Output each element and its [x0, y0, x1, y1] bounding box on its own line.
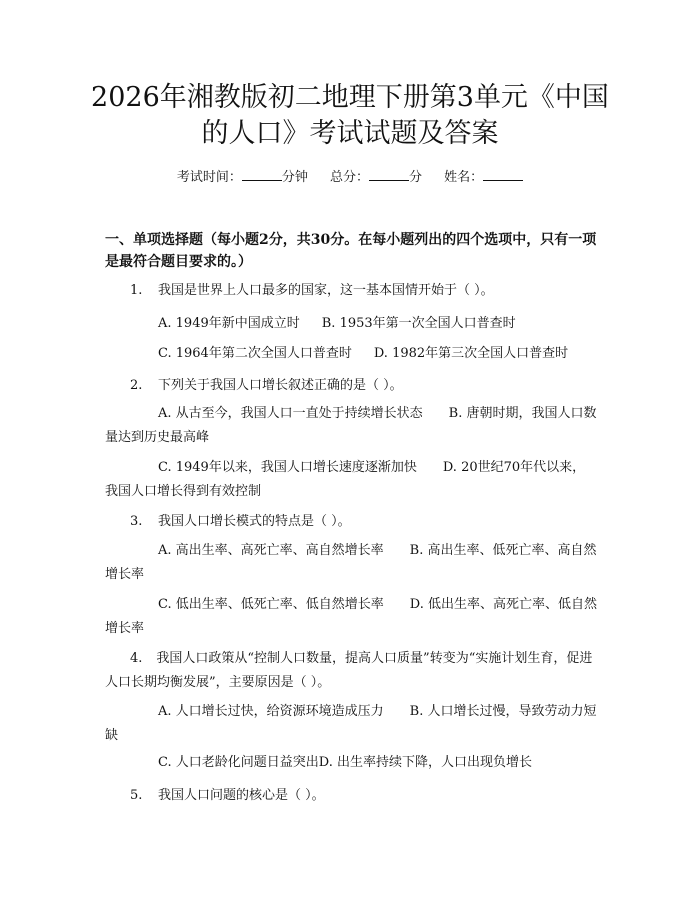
question-number: 1. — [130, 283, 143, 298]
option-a: A. 人口增长过快，给资源环境造成压力 — [158, 704, 384, 719]
exam-title: 2026年湘教版初二地理下册第3单元《中国的人口》考试试题及答案 — [91, 82, 609, 149]
question-3-options-cd — [105, 593, 597, 641]
question-2 — [130, 376, 403, 396]
question-1-options-cd — [158, 344, 568, 364]
option-c: C. 低出生率、低死亡率、低自然增长率 — [158, 597, 384, 612]
option-c: C. 1964年第二次全国人口普查时 — [158, 346, 352, 361]
score-unit: 分 — [409, 170, 423, 185]
question-text: 下列关于我国人口增长叙述正确的是（ ）。 — [158, 378, 403, 393]
option-b: B. 唐朝时期，我国人口数量达到历史最高峰 — [105, 406, 597, 445]
option-b: B. 高出生率、低死亡率、高自然增长率 — [105, 543, 597, 582]
student-name — [444, 170, 523, 185]
question-2-options-ab — [105, 402, 597, 450]
question-2-options-cd — [105, 456, 597, 504]
option-d: D. 20世纪70年代以来，我国人口增长得到有效控制 — [105, 460, 586, 499]
question-text: 我国是世界上人口最多的国家，这一基本国情开始于（ ）。 — [158, 283, 494, 298]
question-number: 5. — [130, 788, 143, 803]
score-blank — [369, 168, 409, 181]
score-label: 总分： — [329, 170, 369, 185]
question-1 — [130, 281, 494, 301]
question-5 — [130, 786, 325, 806]
name-blank — [483, 168, 523, 181]
question-3 — [130, 512, 351, 532]
question-4-options-ab — [105, 700, 597, 748]
time-label: 考试时间： — [176, 170, 242, 185]
option-a: A. 高出生率、高死亡率、高自然增长率 — [158, 543, 384, 558]
question-3-options-ab — [105, 539, 597, 587]
option-b: B. 人口增长过慢，导致劳动力短缺 — [105, 704, 597, 743]
question-text: 我国人口增长模式的特点是（ ）。 — [158, 514, 351, 529]
option-a: A. 从古至今，我国人口一直处于持续增长状态 — [158, 406, 423, 421]
time-blank — [242, 168, 282, 181]
question-text: 我国人口问题的核心是（ ）。 — [158, 788, 325, 803]
option-b: B. 1953年第一次全国人口普查时 — [321, 316, 516, 331]
section-heading: 一、单项选择题（每小题2分，共30分。在每小题列出的四个选项中，只有一项是最符合题目要求的。） — [105, 232, 597, 270]
exam-time — [177, 170, 308, 185]
option-d: D. 1982年第三次全国人口普查时 — [373, 346, 569, 361]
option-c: C. 人口老龄化问题日益突出 — [158, 755, 319, 770]
question-number: 2. — [130, 378, 143, 393]
name-label: 姓名： — [444, 170, 484, 185]
question-4 — [105, 647, 597, 695]
option-a: A. 1949年新中国成立时 — [158, 316, 300, 331]
option-d: D. 低出生率、高死亡率、低自然增长率 — [105, 597, 597, 636]
question-1-options-ab — [158, 314, 516, 334]
time-unit: 分钟 — [281, 170, 308, 185]
option-c: C. 1949年以来，我国人口增长速度逐渐加快 — [158, 460, 417, 475]
option-d: D. 出生率持续下降，人口出现负增长 — [318, 755, 532, 770]
question-4-options-cd — [158, 753, 532, 773]
question-number: 3. — [130, 514, 143, 529]
exam-meta — [0, 168, 700, 188]
total-score — [330, 170, 422, 185]
question-text: 我国人口政策从“控制人口数量，提高人口质量”转变为“实施计划生育，促进人口长期均衡发展”，主要原因是（ ）。 — [105, 651, 593, 690]
question-number: 4. — [130, 651, 143, 666]
